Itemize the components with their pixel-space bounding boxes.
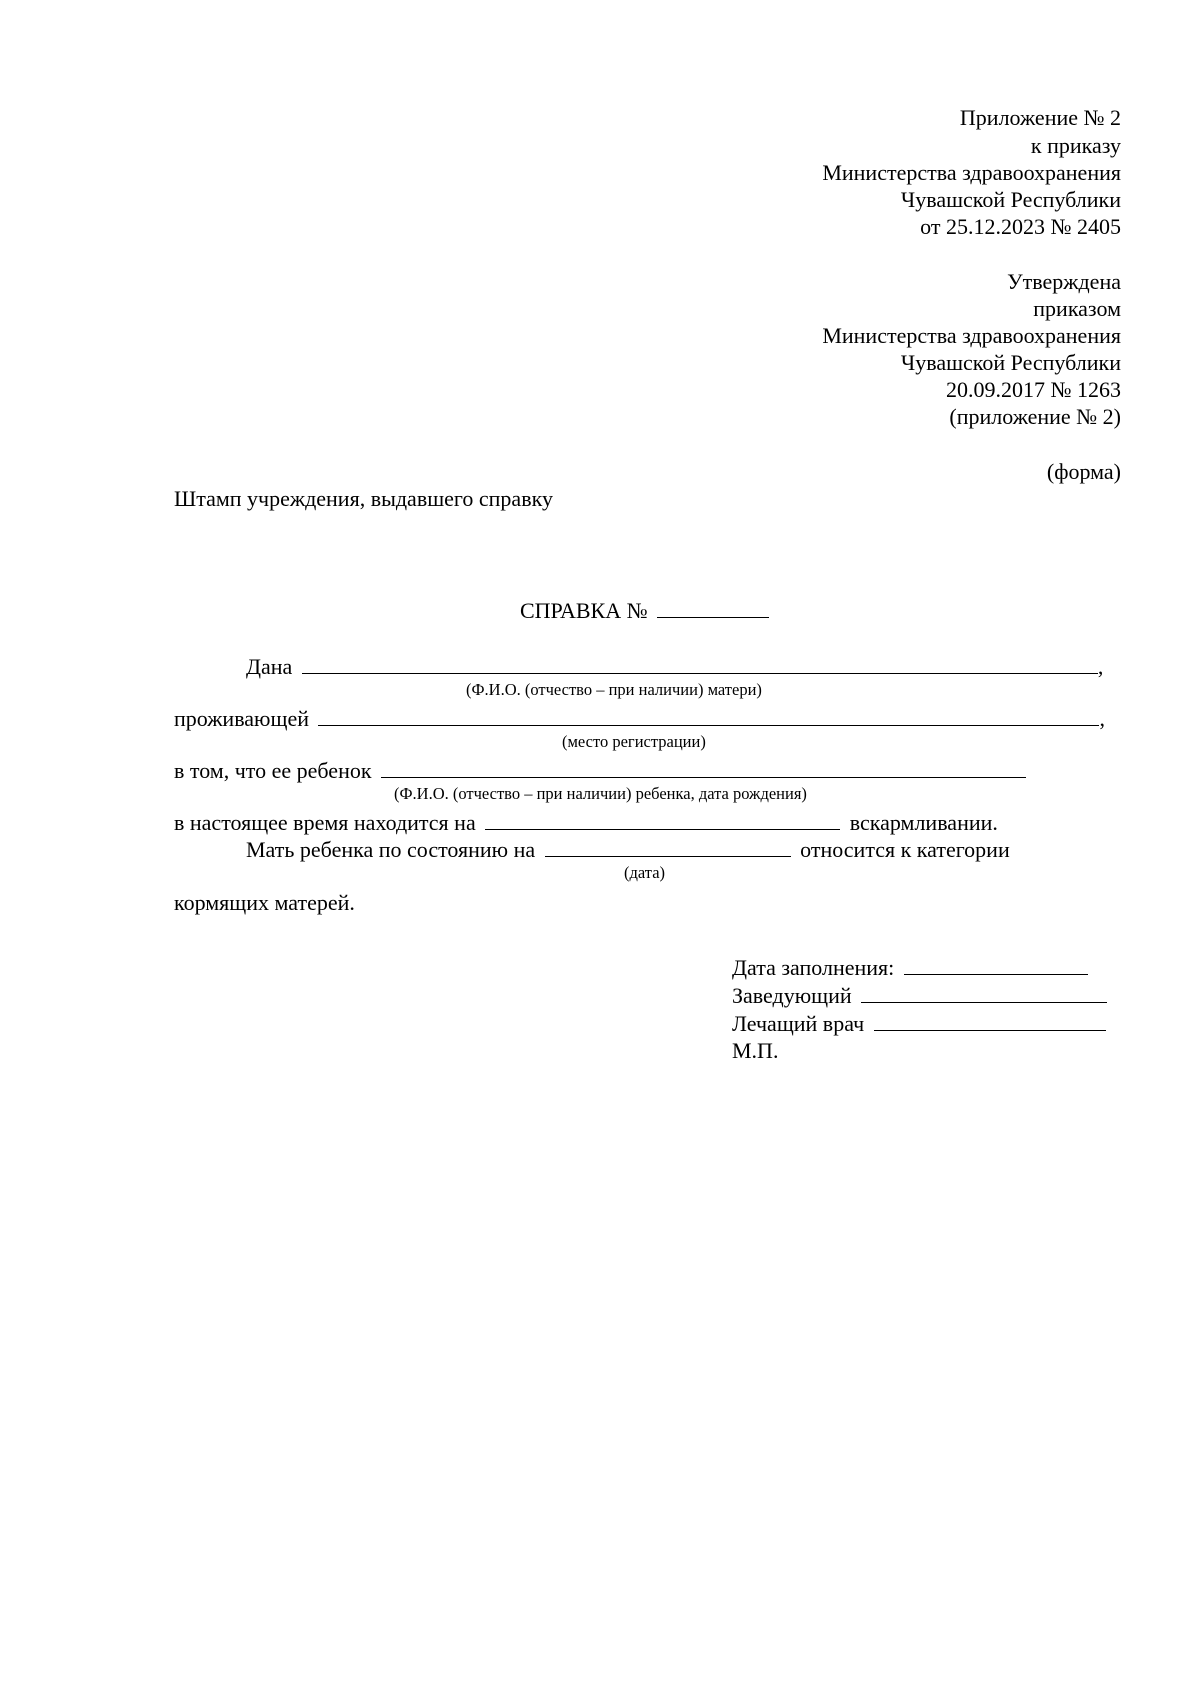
approved-order: приказом xyxy=(1033,296,1121,321)
appendix-republic: Чувашской Республики xyxy=(900,187,1121,212)
doctor-signature-field[interactable] xyxy=(874,1010,1106,1031)
feeding-prefix: в настоящее время находится на xyxy=(174,810,476,835)
appendix-order-ref: к приказу xyxy=(1030,133,1121,158)
fill-date-label: Дата заполнения: xyxy=(732,955,895,980)
mother-status-row xyxy=(246,836,1010,864)
child-label: в том, что ее ребенок xyxy=(174,758,372,783)
certificate-title-text: СПРАВКА № xyxy=(520,598,648,623)
given-comma: , xyxy=(1097,654,1104,679)
registration-field[interactable] xyxy=(318,705,1099,726)
registration-hint: (место регистрации) xyxy=(562,732,706,751)
residing-row xyxy=(174,705,1105,733)
approved-republic: Чувашской Республики xyxy=(900,350,1121,375)
given-label: Дана xyxy=(246,654,293,679)
feeding-suffix: вскармливании. xyxy=(849,810,998,835)
appendix-date: от 25.12.2023 № 2405 xyxy=(920,214,1121,239)
appendix-number: Приложение № 2 xyxy=(959,105,1121,130)
form-label: (форма) xyxy=(1046,459,1121,484)
mother-name-field[interactable] xyxy=(302,653,1098,674)
doctor-label: Лечащий врач xyxy=(732,1011,865,1036)
fill-date-row xyxy=(732,954,1088,982)
residing-comma: , xyxy=(1099,706,1105,731)
stamp-label: Штамп учреждения, выдавшего справку xyxy=(174,486,553,511)
mother-status-suffix: относится к категории xyxy=(800,837,1010,862)
appendix-ministry: Министерства здравоохранения xyxy=(822,160,1121,185)
status-date-hint: (дата) xyxy=(624,863,666,882)
doctor-row xyxy=(732,1010,1106,1038)
head-row xyxy=(732,982,1107,1010)
residing-label: проживающей xyxy=(174,706,309,731)
mother-status-prefix: Мать ребенка по состоянию на xyxy=(246,837,536,862)
certificate-number-field[interactable] xyxy=(657,597,769,618)
category-line: кормящих матерей. xyxy=(174,890,355,915)
feeding-type-field[interactable] xyxy=(485,809,840,830)
seal-label: М.П. xyxy=(732,1038,779,1063)
approved-ministry: Министерства здравоохранения xyxy=(822,323,1121,348)
feeding-row xyxy=(174,809,998,837)
child-name-field[interactable] xyxy=(381,757,1026,778)
child-name-hint: (Ф.И.О. (отчество – при наличии) ребенка, дата рождения) xyxy=(394,784,807,803)
fill-date-field[interactable] xyxy=(904,954,1088,975)
head-label: Заведующий xyxy=(732,983,852,1008)
approved-appendix-ref: (приложение № 2) xyxy=(949,404,1121,429)
given-to-row xyxy=(246,653,1103,681)
status-date-field[interactable] xyxy=(545,836,791,857)
head-signature-field[interactable] xyxy=(861,982,1107,1003)
certificate-title xyxy=(520,597,769,625)
mother-name-hint: (Ф.И.О. (отчество – при наличии) матери) xyxy=(466,680,762,699)
child-row xyxy=(174,757,1026,785)
approved-date: 20.09.2017 № 1263 xyxy=(946,377,1121,402)
approved-heading: Утверждена xyxy=(1007,269,1121,294)
